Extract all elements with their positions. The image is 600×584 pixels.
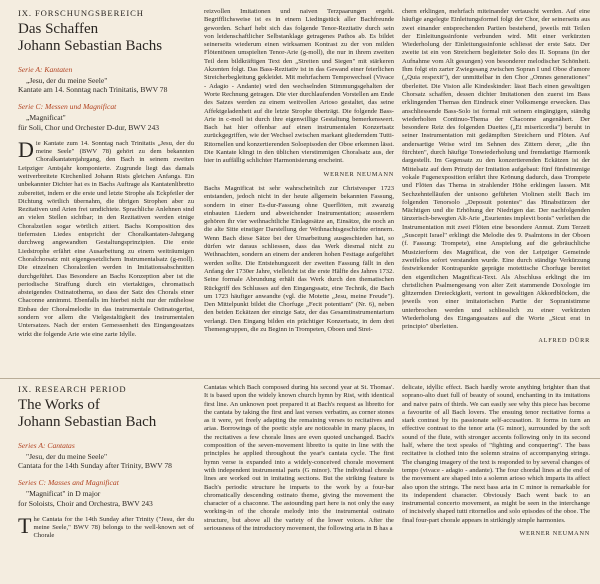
paragraph-text: delicate, idyllic effect. Bach hardly wrote anything brighter than that soprano-alto duet full of beauty of sound, enchanting in its imitations and naive pairs of thirds. We can easily see why this piece has become a favourite of all Bach lovers. The ensuing tenor recitative forms a stark contrast by its passionate self-accusation. It forms in turn an effective contrast to the tenor aria (G minor), surrounded by the soft sound of the flute, with stronger accents following only in its second half, where the text speaks of "fighting and conquering". The bass recitative is clothed into the solemn strains of accompanying strings. The changing imagery of the text is responded to by several changes of tempo (vivace - adagio - andante). The four chordal lines at the end of the movement are shaped into a solemn arioso which imparts its affect also upon the strings. The next bass aria in C minor is remarkable for its independent character. Obviously Bach went back to an instrumental concerto movement, as might be seen in the interchange of incisively shaped tutti ritornellos and solo episodes of the oboe. The final four-part chorale appears in strikingly simple harmonies. xyxy=(402,384,590,524)
title-line-2: Johann Sebastian Bachs xyxy=(18,38,163,54)
magnificat-entry xyxy=(18,489,194,507)
english-column-3 xyxy=(402,384,590,538)
series-c-label: Serie C: Messen und Magnificat xyxy=(18,102,117,112)
german-column-2 xyxy=(204,8,394,339)
drop-cap: D xyxy=(18,136,34,162)
magnificat-name: "Magnificat" in D major xyxy=(26,489,101,499)
english-column-1 xyxy=(18,384,194,546)
cantata-occasion: Kantate am 14. Sonntag nach Trinitatis, BWV 78 xyxy=(18,85,168,95)
page-title xyxy=(18,397,194,431)
section-label: IX. RESEARCH PERIOD xyxy=(18,384,127,394)
series-a-label: Series A: Cantatas xyxy=(18,441,75,450)
cantata-entry xyxy=(18,452,194,470)
english-column-2 xyxy=(204,384,394,538)
english-body-text-1 xyxy=(18,512,194,541)
page-title xyxy=(18,21,194,55)
cantata-entry xyxy=(18,76,194,94)
german-body-text-2 xyxy=(204,8,394,334)
magnificat-name: „Magnificat" xyxy=(26,113,66,123)
paragraph-text: chern erklingen, mehrfach miteinander vertauscht werden. Auf eine häufige angelegte Einleitungsformel folgt der Chor, der seinerseits aus zwei einander entsprechenden Partien bestehend, jeweils mit Teilen der Einleitungssinfonie verbunden wird. Mit einer verkürzten Wiederholung der Einleitungssinfonie schliesst der erste Satz. Der zweite ist ein von Streichern begleiteter Solo des II. Soprans (in der Aufnahme vom Alt gesungen) von besonderer melodischer Schönheit. Ihm folgt ein zarter Zwiegesang zwischen Sopran I und Oboe d'amore („Quia respexit"), der unmittelbar in den Chor „Omnes generationes" überleitet. Die Vision alle Kindeskinder: lässt Bach einen gewaltigen Chorsatz schaffen, dessen dichter Imitationen den zuerst im Bass erklingenden Themas den Eindruck einer Volksmenge erwecken. Das anschliessende Bass-Solo ist formal mit seinem eingängigen, ständig wiederholten Continuo-Thema der Chaconne angenähert. Der besondere Reiz des folgenden Duettes („Et misericordia") beruht in seiner Instrumentation mit gedämpften Streichern und Flöten. Auf andersartige Weise wird im Sehnen des Zittern derer, „die ihn fürchten", durch häufige Tonwiederholung und fremdartige Harmonik dargestellt. Im Gegensatz zu den konzertierenden Eckätzen ist der Mittelsatz auf dem Prinzip der Imitation aufgebaut: fünf fünfstimmige vokale Fugenexposition erfährt ihre Krönung dadurch, dass Trompete und Flöten das Thema in strahlender Höhe erklingen lassen. Mit Sechzehntelläufen der unisono geführten Violinen stellt Bach im folgenden Tenorsolo „Deposuit potentes" das Hinabstürzen der Mächtigen und die Erhöhung der Niedrigen dar. Der nachfolgenden tänzerisch-bewegten Alt-Arie „Esurientes implevit bonis" verleihen die Instrumentation mit zwei Flöten eine besondere Anmut. Zum Terzett „Suscepit Israel" erklingt die Melodie des 9. Psalmtons in der Oboen (f. Fassung: Trompete), eine Anspielung auf die gebräuchliche Musizierform des Magnificat, die von der Leipziger Gemeinde zweifellos sofort verstanden wurde. Eine durch ständige Verkürzung festwirkender Kontrapunkte geprägte motettische Chorfuge bereitet den eigentlichen Magnificat-Text. Als Abschluss erklingt die im christlichen Psalmengesang von alter Zeit stammende Doxologie im glitzernden Dreieckigkeit, vertont in gewaltigen Akkordblöcken, die jeweils von einer imitatorischen Partie der Sopranistimme unterbrochen werden und schliesslich zu einer verkürzten Wiederholung des Eingangssatzes auf die Worte „Sicut erat in principio" überleiten. xyxy=(402,8,590,331)
cantata-occasion: Cantata for the 14th Sunday after Trinity, BWV 78 xyxy=(18,461,172,471)
title-line-1: Das Schaffen xyxy=(18,21,99,37)
magnificat-occasion: für Soli, Chor und Orchester D-dur, BWV 243 xyxy=(18,122,160,132)
drop-cap: T xyxy=(18,512,32,538)
german-column-3 xyxy=(402,8,590,345)
cantata-name: "Jesu, der du meine Seele" xyxy=(26,452,108,461)
english-section xyxy=(0,378,600,584)
english-body-text-2 xyxy=(204,384,394,533)
series-a-label: Serie A: Kantaten xyxy=(18,65,73,74)
german-body-text-3 xyxy=(402,8,590,345)
paragraph-text: ie Kantate zum 14. Sonntag nach Trinitatis „Jesu, der du meine Seele" (BWV 78) gehört zu dem bekannten Choralkantatenjahrgang, den Bach in seinem zweiten Leipziger Amtsjahr komponierte. Zugrunde liegt das damals weitverbreitete Kirchenlied Johann Rists gleichen Anfangs. Ein unbekannter Dichter hat es in Bachs Auftrage als Kantatenlibretto zubereitet, indem er die erste und letzte Strophe als Eckpfeiler der Dichtung wörtlich übernahm, die übrigen Strophen aber zu Rezitativen und Arien frei umdichtete. Sprachliche Anlehnen sind an vielen Stellen sichtbar; in den Rezitativen werden einige Choralzeilen sogar wörtlich zitiert. Bachs Komposition des tiefernsten Liedes entspricht der Choralkantaten-Jahrgang durchweg angewandten Gestaltungsprinzipien. Die erste Liedstrophe erfährt eine Ausarbeitung zu einem weiträumigen Choralchorsatz mit eigengesetzlichem Instrumentalsatz (g-moll). Die einzelnen Choralzeilen werden in Imitationsabschnitten durchgeführt. Das Besondere an Bachs Konzeption aber ist die periodische Straffung durch ein viertaktiges, chromatisch absteigendes Ostinatothema, so dass der Satz des Chorals einer Chaconne annimmt. Ebenfalls im hierbei nicht nur der mühelose Einbau der Choralmelodie in das instrumentale Ostinatogerüst, sondern vor allem die Vielgestaltigkeit des instrumentalen Untersatzes. Nach der ersten Gemessenheit des Eingangssatzes wirkt die folgende Arie wie eine zarte Idylle. xyxy=(18,139,194,338)
author-signature: ALFRED DÜRR xyxy=(538,336,590,344)
magnificat-occasion: for Soloists, Choir and Orchestra, BWV 243 xyxy=(18,498,153,508)
magnificat-entry xyxy=(18,113,194,131)
paragraph-text: Cantatas which Bach composed during his second year at St. Thomas'. It is based upon the widely known church hymn by Rist, with identical first line. An unknown poet prepared it at Bach's request as libretto for the cantata by taking the first and last verses verbatim, as corner stones as it were, yet freely adapting the remaining verses to recitatives and arias. Borrowings of the poetic style are noticeable in many places, in the recitatives a few chorale lines are even quoted unchanged. Bach's composition of the seven-movement libretto is quite in line with the principles he applied throughout the year's cantata cycle. The first hymn verse is expanded into a widely-conceived chorale movement with independent instrumental parts (G minor). The individual chorale lines are worked out in imitating sections. But the striking feature is Bach's periodic structure he imparts to the work by a four-bar chromatically descending ostinato theme, giving the movement the character of a chaconne. The astounding part here is not only the easy working-in of the chorale melody into the instrumental ostinato structure, but above all the variety of the lower voices. After the seriousness of the introductory movement, the following aria in B has a xyxy=(204,384,394,533)
section-label: IX. FORSCHUNGSBEREICH xyxy=(18,8,144,18)
author-signature: WERNER NEUMANN xyxy=(519,530,590,538)
german-column-1 xyxy=(18,8,194,344)
paragraph-text: he Cantata for the 14th Sunday after Trinity ("Jesu, der du meine Seele," BWV 78) belongs to the well-known set of Chorale xyxy=(33,515,194,540)
series-c-label: Series C: Masses and Magnificat xyxy=(18,478,119,488)
title-line-1: The Works of xyxy=(18,397,100,413)
english-body-text-3 xyxy=(402,384,590,538)
author-signature: WERNER NEUMANN xyxy=(323,170,394,178)
german-body-text-1 xyxy=(18,136,194,339)
title-line-2: Johann Sebastian Bach xyxy=(18,414,157,430)
paragraph-text: reizvollen Imitationen und naiven Terzpaarungen ergeht. Begrifflichsweise ist es in einem Liedingstück aller Bachfreunde geworden. Scharf hebt sich das folgende Tenor-Rezitativ durch sein von leidenschaftlicher Selbstanklage getragenes Pathos ab. Es bildet seinerseits wiederum einen wirksamen Kontrast zu der von milden Flötentönen umspielten Tenor-Arie (g-moll), die nur in ihrem zweiten Teil dem bildkräftigen Text den „Streiten und Siegen" mit stärkeren Akzenten folgt. Das Bass-Rezitativ ist in das Gewand einer feierlichen Streicherbegleitung gekleidet. Mit mehrfachem Tempowechsel (Vivace - Adagio - Andante) wird den wechselnden Stimmungsgehalten der Worte Rechnung getragen. Die vier durchlaufenden Vorstellen am Ende des Satzes werden zu einem weitvollen Arioso gestaltet, das seine Affektgeladenheit auf die letzte Strophe überträgt. Die folgende Bass-Arie in c-moll ist durch ihre eigenwillige Gestaltung bemerkenswert. Bach hat hier offenbar auf einen instrumentalen Konzertsatz zurückgegriffen, wie der Wechsel zwischen markant gliederndem Tutti-Ritornellen und konzertierenden Soloepisoden der Oboe erkennen lässt. Die Kantate klingt in den üblichen vierstimmigen Choralsatz aus, der hier in auffällig schlichter Harmonisierung erscheint. xyxy=(204,8,394,165)
paragraph-text: Bachs Magnificat ist sehr wahrscheinlich zur Christvesper 1723 entstanden, jedoch nicht in der heute allgemein bekannten Fassung, sondern in einer Es-dur-Fassung ohne Querflöten, mit zwanzig einbauten Liedern und abweichender Instrumentation; ausserdem gehören ihr vier weihnachtliche Einlagesätze an, Einsätze, die noch an die alte Sitte einstiger Darstellung der Weihnachtsgeschichte erinnern. Wenn Bach diese Sätze bei der Umarbeitung ausgeschieden hat, so dürfen wir daraus schliessen, dass das Werk diesmal nicht zu Weihnachten, sondern an einem der anderen hohen Festtage aufgeführt werden sollte. Die Entstehungszeit der zweiten Fassung fällt in den Anfang der 1730er Jahre, vielleicht ist die erste Hälfte des Jahres 1732. Seine formale Abrundung erhält das Werk durch den thematischen Rückgriff des Schlusses auf den Eingangssatz, eine Technik, die Bach um 1723 häufiger anwandte (vgl. die Motette „Jesu, meine Freude"). Den Mittelpunkt bildet die Chorfuge „Fecit potentiam" (Nr. 6), neben den beiden Eckätzen der einzige Satz, der das Gesamtinstrumentarium verlangt. Den Eingang bilden ein prächtiger Konzertsatz, in dem drei Themengruppen, die zu Beginn in Trompeten, Oboen und Strei- xyxy=(204,184,394,333)
cantata-name: „Jesu, der du meine Seele" xyxy=(26,76,108,85)
